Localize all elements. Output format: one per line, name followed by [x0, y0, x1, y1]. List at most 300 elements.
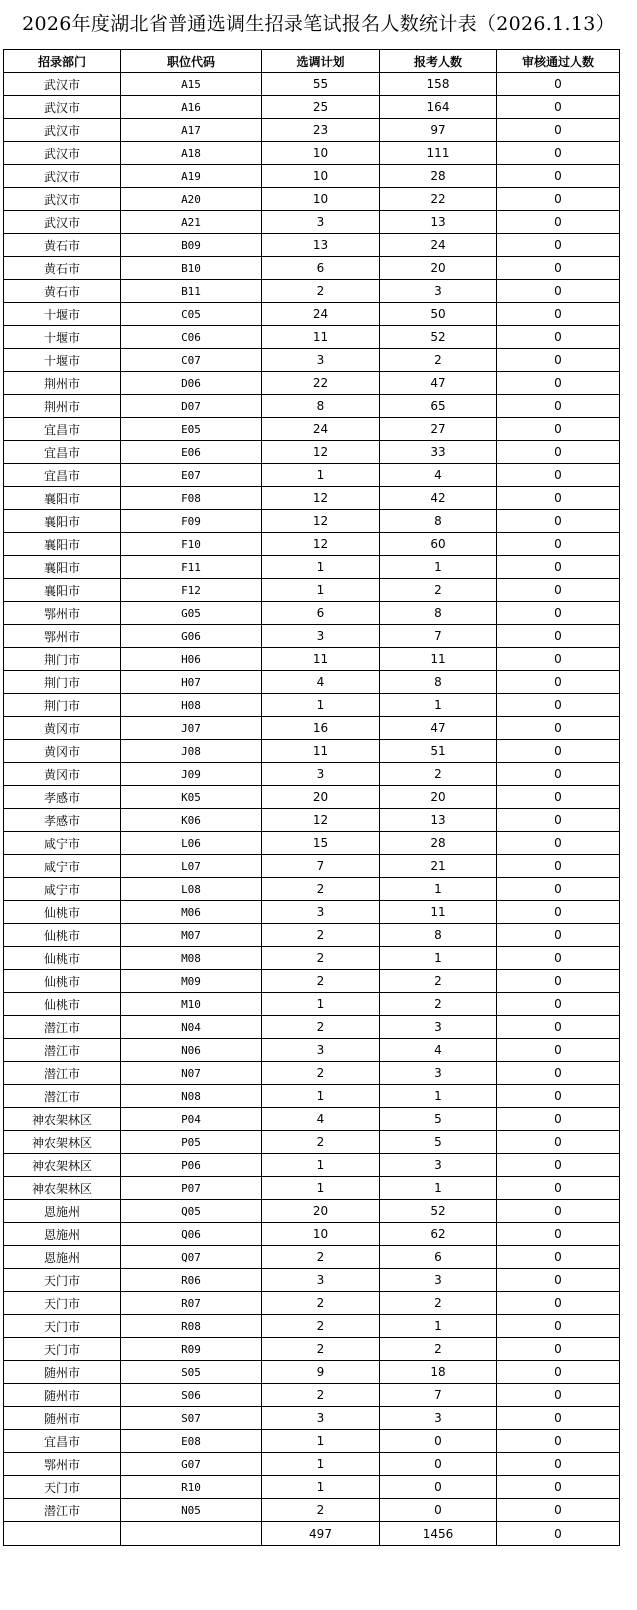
cell-position-code: Q06 — [121, 1223, 262, 1246]
cell-applicants: 2 — [380, 349, 497, 372]
cell-department: 鄂州市 — [4, 625, 121, 648]
cell-applicants: 20 — [380, 257, 497, 280]
cell-applicants: 8 — [380, 671, 497, 694]
cell-position-code: C06 — [121, 326, 262, 349]
cell-approved: 0 — [497, 763, 620, 786]
cell-applicants: 2 — [380, 579, 497, 602]
table-row — [4, 142, 620, 165]
cell-plan: 1 — [262, 993, 380, 1016]
cell-position-code: M06 — [121, 901, 262, 924]
cell-applicants: 111 — [380, 142, 497, 165]
cell-plan: 12 — [262, 510, 380, 533]
cell-position-code: P05 — [121, 1131, 262, 1154]
cell-plan: 11 — [262, 740, 380, 763]
cell-position-code: D06 — [121, 372, 262, 395]
cell-plan: 4 — [262, 1108, 380, 1131]
table-row — [4, 1062, 620, 1085]
cell-approved: 0 — [497, 1407, 620, 1430]
table-row — [4, 648, 620, 671]
cell-plan: 16 — [262, 717, 380, 740]
cell-department: 鄂州市 — [4, 602, 121, 625]
cell-applicants: 28 — [380, 165, 497, 188]
cell-applicants: 50 — [380, 303, 497, 326]
cell-applicants: 3 — [380, 1062, 497, 1085]
table-row — [4, 993, 620, 1016]
cell-applicants: 1 — [380, 878, 497, 901]
cell-approved: 0 — [497, 142, 620, 165]
cell-department: 天门市 — [4, 1315, 121, 1338]
cell-department: 恩施州 — [4, 1246, 121, 1269]
cell-approved: 0 — [497, 1269, 620, 1292]
cell-plan: 12 — [262, 441, 380, 464]
table-row — [4, 73, 620, 96]
cell-approved: 0 — [497, 855, 620, 878]
cell-approved: 0 — [497, 326, 620, 349]
cell-approved: 0 — [497, 211, 620, 234]
table-row — [4, 372, 620, 395]
cell-approved: 0 — [497, 1200, 620, 1223]
cell-position-code: Q07 — [121, 1246, 262, 1269]
table-row — [4, 1246, 620, 1269]
cell-position-code: N05 — [121, 1499, 262, 1522]
table-row — [4, 717, 620, 740]
cell-approved: 0 — [497, 786, 620, 809]
table-row — [4, 1499, 620, 1522]
cell-applicants: 4 — [380, 1039, 497, 1062]
cell-plan: 10 — [262, 188, 380, 211]
cell-plan: 1 — [262, 694, 380, 717]
total-row — [4, 1522, 620, 1546]
cell-approved: 0 — [497, 257, 620, 280]
cell-department: 襄阳市 — [4, 510, 121, 533]
table-row — [4, 1430, 620, 1453]
cell-plan: 1 — [262, 579, 380, 602]
cell-department: 黄冈市 — [4, 763, 121, 786]
cell-department: 仙桃市 — [4, 993, 121, 1016]
cell-approved: 0 — [497, 73, 620, 96]
cell-position-code: Q05 — [121, 1200, 262, 1223]
cell-position-code: S06 — [121, 1384, 262, 1407]
table-row — [4, 786, 620, 809]
cell-department: 随州市 — [4, 1407, 121, 1430]
cell-department: 潜江市 — [4, 1062, 121, 1085]
cell-applicants: 8 — [380, 924, 497, 947]
table-row — [4, 1154, 620, 1177]
cell-department: 宜昌市 — [4, 441, 121, 464]
cell-position-code: R06 — [121, 1269, 262, 1292]
cell-applicants: 13 — [380, 809, 497, 832]
cell-department: 襄阳市 — [4, 579, 121, 602]
table-row — [4, 924, 620, 947]
cell-applicants: 3 — [380, 1407, 497, 1430]
cell-position-code: J09 — [121, 763, 262, 786]
cell-applicants: 97 — [380, 119, 497, 142]
cell-approved: 0 — [497, 119, 620, 142]
cell-approved: 0 — [497, 878, 620, 901]
cell-plan: 2 — [262, 878, 380, 901]
header-approved: 审核通过人数 — [497, 50, 620, 73]
cell-department: 武汉市 — [4, 73, 121, 96]
cell-approved: 0 — [497, 1131, 620, 1154]
cell-department: 天门市 — [4, 1476, 121, 1499]
cell-department: 鄂州市 — [4, 1453, 121, 1476]
cell-plan: 3 — [262, 763, 380, 786]
cell-applicants: 21 — [380, 855, 497, 878]
cell-applicants: 3 — [380, 1154, 497, 1177]
cell-applicants: 158 — [380, 73, 497, 96]
cell-position-code: R08 — [121, 1315, 262, 1338]
cell-applicants: 28 — [380, 832, 497, 855]
table-row — [4, 96, 620, 119]
cell-department: 荆门市 — [4, 694, 121, 717]
cell-department: 襄阳市 — [4, 533, 121, 556]
cell-position-code: L08 — [121, 878, 262, 901]
table-row — [4, 1292, 620, 1315]
cell-department: 仙桃市 — [4, 947, 121, 970]
cell-approved: 0 — [497, 1062, 620, 1085]
cell-applicants: 65 — [380, 395, 497, 418]
cell-approved: 0 — [497, 1039, 620, 1062]
cell-plan: 2 — [262, 1338, 380, 1361]
cell-position-code: H06 — [121, 648, 262, 671]
cell-department: 武汉市 — [4, 211, 121, 234]
cell-plan: 10 — [262, 165, 380, 188]
cell-department: 荆州市 — [4, 395, 121, 418]
cell-applicants: 7 — [380, 1384, 497, 1407]
cell-department: 黄冈市 — [4, 740, 121, 763]
cell-approved: 0 — [497, 349, 620, 372]
cell-department: 天门市 — [4, 1269, 121, 1292]
cell-position-code: A18 — [121, 142, 262, 165]
cell-department: 孝感市 — [4, 809, 121, 832]
cell-applicants: 62 — [380, 1223, 497, 1246]
cell-position-code: F12 — [121, 579, 262, 602]
cell-plan: 15 — [262, 832, 380, 855]
cell-position-code: E06 — [121, 441, 262, 464]
cell-approved: 0 — [497, 280, 620, 303]
cell-approved: 0 — [497, 165, 620, 188]
cell-position-code: K06 — [121, 809, 262, 832]
cell-plan: 6 — [262, 602, 380, 625]
cell-approved: 0 — [497, 1292, 620, 1315]
cell-approved: 0 — [497, 188, 620, 211]
statistics-table — [3, 49, 620, 1546]
cell-applicants: 11 — [380, 648, 497, 671]
cell-department: 孝感市 — [4, 786, 121, 809]
cell-department: 襄阳市 — [4, 556, 121, 579]
cell-department: 咸宁市 — [4, 878, 121, 901]
cell-position-code: J07 — [121, 717, 262, 740]
table-row — [4, 533, 620, 556]
cell-applicants: 11 — [380, 901, 497, 924]
table-row — [4, 1476, 620, 1499]
cell-plan: 2 — [262, 1062, 380, 1085]
cell-department: 黄石市 — [4, 234, 121, 257]
cell-applicants: 2 — [380, 970, 497, 993]
cell-plan: 3 — [262, 1039, 380, 1062]
cell-department: 仙桃市 — [4, 924, 121, 947]
page-title: 2026年度湖北省普通选调生招录笔试报名人数统计表（2026.1.13） — [22, 13, 615, 35]
cell-position-code: R09 — [121, 1338, 262, 1361]
cell-approved: 0 — [497, 303, 620, 326]
cell-applicants: 164 — [380, 96, 497, 119]
cell-position-code: F11 — [121, 556, 262, 579]
cell-position-code: S05 — [121, 1361, 262, 1384]
cell-plan: 24 — [262, 418, 380, 441]
table-row — [4, 280, 620, 303]
cell-applicants: 1 — [380, 1315, 497, 1338]
table-row — [4, 1039, 620, 1062]
cell-approved: 0 — [497, 487, 620, 510]
table-row — [4, 1108, 620, 1131]
table-row — [4, 1407, 620, 1430]
total-cell-approved: 0 — [497, 1522, 620, 1546]
header-applicants: 报考人数 — [380, 50, 497, 73]
cell-department: 荆门市 — [4, 648, 121, 671]
cell-department: 宜昌市 — [4, 464, 121, 487]
cell-department: 荆州市 — [4, 372, 121, 395]
cell-position-code: B09 — [121, 234, 262, 257]
cell-department: 黄石市 — [4, 280, 121, 303]
table-row — [4, 234, 620, 257]
cell-plan: 2 — [262, 280, 380, 303]
cell-department: 荆门市 — [4, 671, 121, 694]
cell-applicants: 8 — [380, 510, 497, 533]
cell-department: 神农架林区 — [4, 1108, 121, 1131]
total-cell-applicants: 1456 — [380, 1522, 497, 1546]
cell-applicants: 5 — [380, 1131, 497, 1154]
cell-applicants: 8 — [380, 602, 497, 625]
cell-plan: 2 — [262, 1315, 380, 1338]
cell-position-code: C07 — [121, 349, 262, 372]
cell-department: 潜江市 — [4, 1085, 121, 1108]
table-row — [4, 556, 620, 579]
table-row — [4, 1338, 620, 1361]
cell-plan: 22 — [262, 372, 380, 395]
cell-applicants: 0 — [380, 1476, 497, 1499]
cell-approved: 0 — [497, 510, 620, 533]
table-row — [4, 625, 620, 648]
cell-position-code: N08 — [121, 1085, 262, 1108]
cell-applicants: 2 — [380, 1338, 497, 1361]
table-row — [4, 1200, 620, 1223]
cell-position-code: N07 — [121, 1062, 262, 1085]
cell-applicants: 52 — [380, 1200, 497, 1223]
cell-plan: 3 — [262, 349, 380, 372]
cell-applicants: 1 — [380, 556, 497, 579]
table-row — [4, 349, 620, 372]
cell-plan: 2 — [262, 1016, 380, 1039]
cell-applicants: 47 — [380, 717, 497, 740]
cell-approved: 0 — [497, 234, 620, 257]
cell-plan: 2 — [262, 1384, 380, 1407]
cell-applicants: 24 — [380, 234, 497, 257]
cell-plan: 11 — [262, 648, 380, 671]
cell-position-code: G05 — [121, 602, 262, 625]
cell-approved: 0 — [497, 694, 620, 717]
cell-approved: 0 — [497, 1430, 620, 1453]
cell-position-code: A17 — [121, 119, 262, 142]
cell-plan: 1 — [262, 556, 380, 579]
cell-approved: 0 — [497, 924, 620, 947]
cell-department: 武汉市 — [4, 188, 121, 211]
cell-plan: 1 — [262, 464, 380, 487]
cell-position-code: F09 — [121, 510, 262, 533]
total-cell-plan: 497 — [262, 1522, 380, 1546]
cell-applicants: 60 — [380, 533, 497, 556]
cell-approved: 0 — [497, 1338, 620, 1361]
cell-department: 神农架林区 — [4, 1154, 121, 1177]
cell-position-code: P07 — [121, 1177, 262, 1200]
cell-applicants: 6 — [380, 1246, 497, 1269]
header-department: 招录部门 — [4, 50, 121, 73]
cell-plan: 24 — [262, 303, 380, 326]
cell-approved: 0 — [497, 1246, 620, 1269]
table-row — [4, 1085, 620, 1108]
cell-position-code: F08 — [121, 487, 262, 510]
cell-approved: 0 — [497, 1108, 620, 1131]
cell-plan: 8 — [262, 395, 380, 418]
header-position-code: 职位代码 — [121, 50, 262, 73]
cell-plan: 3 — [262, 901, 380, 924]
cell-plan: 12 — [262, 487, 380, 510]
cell-department: 十堰市 — [4, 303, 121, 326]
cell-plan: 2 — [262, 947, 380, 970]
cell-approved: 0 — [497, 464, 620, 487]
cell-position-code: A16 — [121, 96, 262, 119]
cell-plan: 23 — [262, 119, 380, 142]
cell-applicants: 20 — [380, 786, 497, 809]
cell-department: 神农架林区 — [4, 1177, 121, 1200]
cell-approved: 0 — [497, 418, 620, 441]
cell-approved: 0 — [497, 602, 620, 625]
cell-applicants: 33 — [380, 441, 497, 464]
cell-applicants: 51 — [380, 740, 497, 763]
cell-plan: 3 — [262, 625, 380, 648]
table-row — [4, 1016, 620, 1039]
cell-department: 宜昌市 — [4, 1430, 121, 1453]
cell-plan: 12 — [262, 809, 380, 832]
cell-plan: 9 — [262, 1361, 380, 1384]
cell-department: 黄冈市 — [4, 717, 121, 740]
cell-approved: 0 — [497, 556, 620, 579]
cell-approved: 0 — [497, 96, 620, 119]
cell-approved: 0 — [497, 970, 620, 993]
cell-position-code: E05 — [121, 418, 262, 441]
cell-approved: 0 — [497, 947, 620, 970]
cell-approved: 0 — [497, 395, 620, 418]
cell-position-code: G07 — [121, 1453, 262, 1476]
cell-approved: 0 — [497, 372, 620, 395]
table-row — [4, 1361, 620, 1384]
table-row — [4, 1315, 620, 1338]
cell-position-code: F10 — [121, 533, 262, 556]
cell-position-code: P06 — [121, 1154, 262, 1177]
cell-position-code: A21 — [121, 211, 262, 234]
cell-department: 仙桃市 — [4, 970, 121, 993]
cell-approved: 0 — [497, 1453, 620, 1476]
cell-approved: 0 — [497, 625, 620, 648]
cell-position-code: R10 — [121, 1476, 262, 1499]
cell-position-code: M10 — [121, 993, 262, 1016]
cell-department: 天门市 — [4, 1338, 121, 1361]
cell-department: 咸宁市 — [4, 855, 121, 878]
cell-plan: 20 — [262, 786, 380, 809]
cell-approved: 0 — [497, 1177, 620, 1200]
table-row — [4, 257, 620, 280]
table-row — [4, 1384, 620, 1407]
cell-approved: 0 — [497, 1223, 620, 1246]
table-row — [4, 395, 620, 418]
cell-applicants: 22 — [380, 188, 497, 211]
cell-approved: 0 — [497, 809, 620, 832]
cell-department: 随州市 — [4, 1361, 121, 1384]
cell-position-code: E07 — [121, 464, 262, 487]
cell-position-code: M09 — [121, 970, 262, 993]
table-row — [4, 211, 620, 234]
cell-plan: 10 — [262, 1223, 380, 1246]
cell-plan: 1 — [262, 1430, 380, 1453]
cell-applicants: 52 — [380, 326, 497, 349]
cell-position-code: A20 — [121, 188, 262, 211]
cell-applicants: 1 — [380, 1177, 497, 1200]
cell-department: 襄阳市 — [4, 487, 121, 510]
cell-department: 恩施州 — [4, 1223, 121, 1246]
cell-approved: 0 — [497, 579, 620, 602]
cell-approved: 0 — [497, 441, 620, 464]
cell-approved: 0 — [497, 1154, 620, 1177]
cell-applicants: 1 — [380, 1085, 497, 1108]
table-row — [4, 602, 620, 625]
cell-applicants: 47 — [380, 372, 497, 395]
cell-applicants: 27 — [380, 418, 497, 441]
cell-plan: 3 — [262, 1269, 380, 1292]
cell-approved: 0 — [497, 533, 620, 556]
cell-plan: 25 — [262, 96, 380, 119]
cell-applicants: 3 — [380, 1269, 497, 1292]
table-row — [4, 510, 620, 533]
cell-position-code: A15 — [121, 73, 262, 96]
cell-plan: 10 — [262, 142, 380, 165]
cell-department: 武汉市 — [4, 142, 121, 165]
cell-department: 潜江市 — [4, 1016, 121, 1039]
table-row — [4, 579, 620, 602]
cell-position-code: B10 — [121, 257, 262, 280]
table-row — [4, 119, 620, 142]
cell-plan: 3 — [262, 211, 380, 234]
cell-department: 十堰市 — [4, 326, 121, 349]
cell-department: 潜江市 — [4, 1499, 121, 1522]
cell-plan: 2 — [262, 924, 380, 947]
cell-department: 恩施州 — [4, 1200, 121, 1223]
cell-position-code: K05 — [121, 786, 262, 809]
cell-position-code: C05 — [121, 303, 262, 326]
cell-approved: 0 — [497, 1085, 620, 1108]
cell-applicants: 4 — [380, 464, 497, 487]
cell-applicants: 1 — [380, 694, 497, 717]
table-row — [4, 1269, 620, 1292]
cell-position-code: N04 — [121, 1016, 262, 1039]
cell-approved: 0 — [497, 832, 620, 855]
cell-department: 武汉市 — [4, 119, 121, 142]
cell-position-code: E08 — [121, 1430, 262, 1453]
cell-plan: 11 — [262, 326, 380, 349]
table-row — [4, 303, 620, 326]
cell-approved: 0 — [497, 1016, 620, 1039]
cell-applicants: 3 — [380, 280, 497, 303]
cell-plan: 1 — [262, 1476, 380, 1499]
cell-approved: 0 — [497, 1361, 620, 1384]
